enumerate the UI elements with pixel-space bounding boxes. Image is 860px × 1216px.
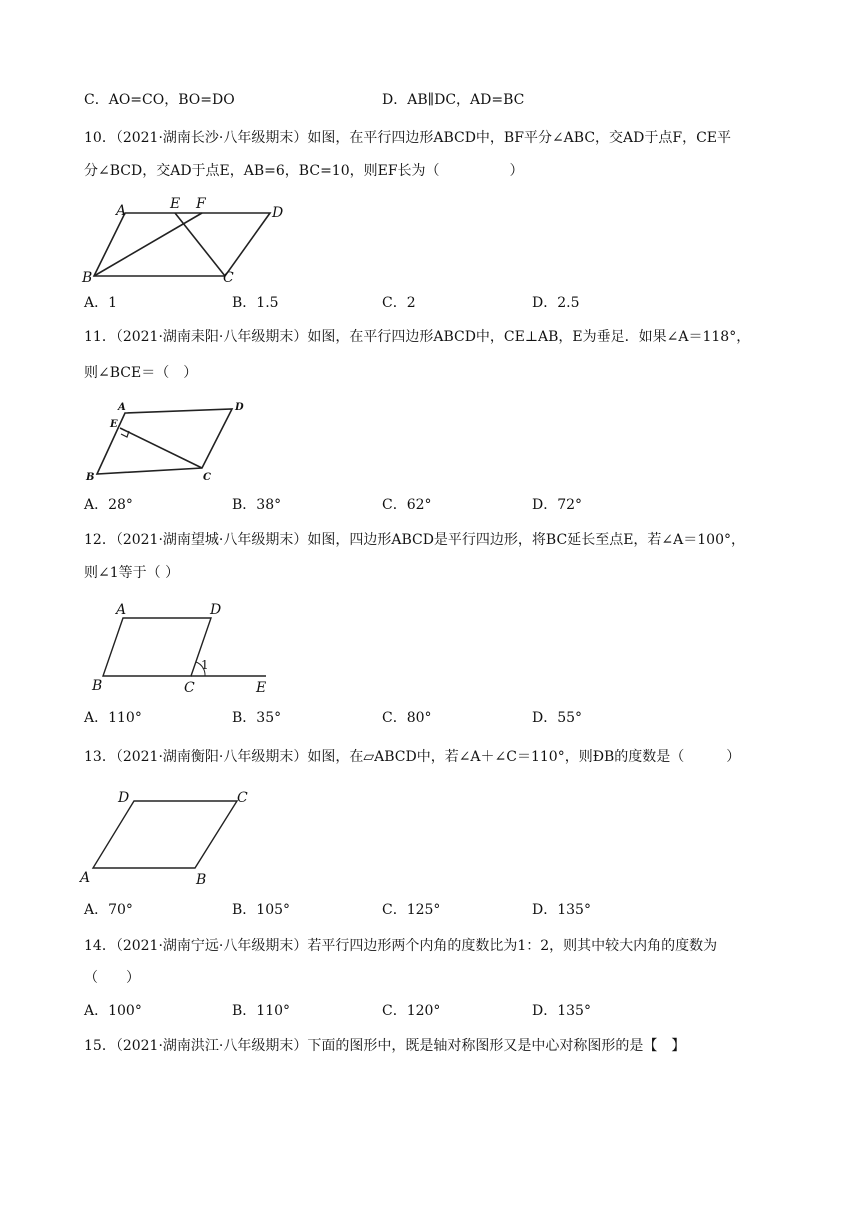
q10-option-b: B．1.5 <box>232 295 279 311</box>
q12-label-angle-1: 1 <box>201 658 209 672</box>
q10-option-a: A．1 <box>84 295 118 311</box>
q13-option-d: D．135° <box>532 902 591 918</box>
q13-parallelogram <box>93 801 237 868</box>
q11-parallelogram-figure <box>80 398 260 488</box>
q14-option-c: C．120° <box>382 1003 441 1019</box>
q11-option-b: B．38° <box>232 497 282 513</box>
q11-label-b: B <box>86 472 95 483</box>
q12-option-b: B．35° <box>232 710 282 726</box>
q14-text-line1: 14．（2021·湖南宁远·八年级期末）若平行四边形两个内角的度数比为1：2，则其中较大内角的度数为 <box>84 938 718 954</box>
q11-label-a: A <box>118 402 126 413</box>
q14-option-d: D．135° <box>532 1003 591 1019</box>
q13-option-c: C．125° <box>382 902 441 918</box>
q15-text-line1: 15．（2021·湖南洪江·八年级期末）下面的图形中，既是轴对称图形又是中心对称图形的是【 】 <box>84 1038 686 1054</box>
q10-segment-ce <box>175 213 225 276</box>
q12-label-e: E <box>256 680 267 696</box>
q10-option-d: D．2.5 <box>532 295 580 311</box>
q10-label-c: C <box>223 270 234 286</box>
q11-text-line1: 11．（2021·湖南耒阳·八年级期末）如图，在平行四边形ABCD中，CE⊥AB，E为垂足．如果∠A＝118°， <box>84 329 751 345</box>
q12-text-line2: 则∠1等于（ ） <box>84 565 180 581</box>
q12-label-b: B <box>92 678 103 694</box>
q10-option-c: C．2 <box>382 295 416 311</box>
q12-parallelogram <box>103 618 211 676</box>
q13-label-d: D <box>118 790 130 806</box>
q12-label-a: A <box>116 602 127 618</box>
q11-label-d: D <box>235 402 244 413</box>
q12-text-line1: 12．（2021·湖南望城·八年级期末）如图，四边形ABCD是平行四边形，将BC延长至点E，若∠A＝100°， <box>84 532 745 548</box>
q13-label-c: C <box>237 790 248 806</box>
q12-label-c: C <box>184 680 195 696</box>
q10-label-b: B <box>82 270 93 286</box>
q12-option-c: C．80° <box>382 710 432 726</box>
q12-label-d: D <box>210 602 222 618</box>
q12-option-d: D．55° <box>532 710 583 726</box>
q11-segment-ce <box>120 428 202 468</box>
q10-parallelogram-figure <box>80 192 284 286</box>
q10-label-e: E <box>170 196 181 212</box>
q11-option-d: D．72° <box>532 497 583 513</box>
q10-label-f: F <box>196 196 206 212</box>
q12-option-a: A．110° <box>84 710 142 726</box>
q9-option-c: C．AO=CO，BO=DO <box>84 92 235 108</box>
q10-text-line1: 10．（2021·湖南长沙·八年级期末）如图，在平行四边形ABCD中，BF平分∠ABC，交AD于点F，CE平 <box>84 130 732 146</box>
q12-parallelogram-figure <box>80 598 280 696</box>
q11-option-a: A．28° <box>84 497 133 513</box>
q14-option-b: B．110° <box>232 1003 291 1019</box>
q9-option-d: D．AB∥DC，AD=BC <box>382 92 525 108</box>
q11-label-c: C <box>203 472 211 483</box>
q14-option-a: A．100° <box>84 1003 142 1019</box>
q10-label-a: A <box>116 203 127 219</box>
q11-label-e: E <box>110 419 118 430</box>
q13-option-a: A．70° <box>84 902 133 918</box>
q13-label-b: B <box>196 872 207 888</box>
q10-text-line2: 分∠BCD，交AD于点E，AB=6，BC=10，则EF长为（ ） <box>84 163 524 179</box>
q14-text-line2: （ ） <box>84 970 140 986</box>
q13-text-line1: 13．（2021·湖南衡阳·八年级期末）如图，在▱ABCD中，若∠A＋∠C＝110°，则ÐB的度数是（ ） <box>84 749 741 765</box>
q10-label-d: D <box>272 205 284 221</box>
q11-option-c: C．62° <box>382 497 432 513</box>
q13-label-a: A <box>80 870 91 886</box>
q11-text-line2: 则∠BCE＝（ ） <box>84 365 198 381</box>
q13-parallelogram-figure <box>80 784 270 889</box>
q13-option-b: B．105° <box>232 902 291 918</box>
